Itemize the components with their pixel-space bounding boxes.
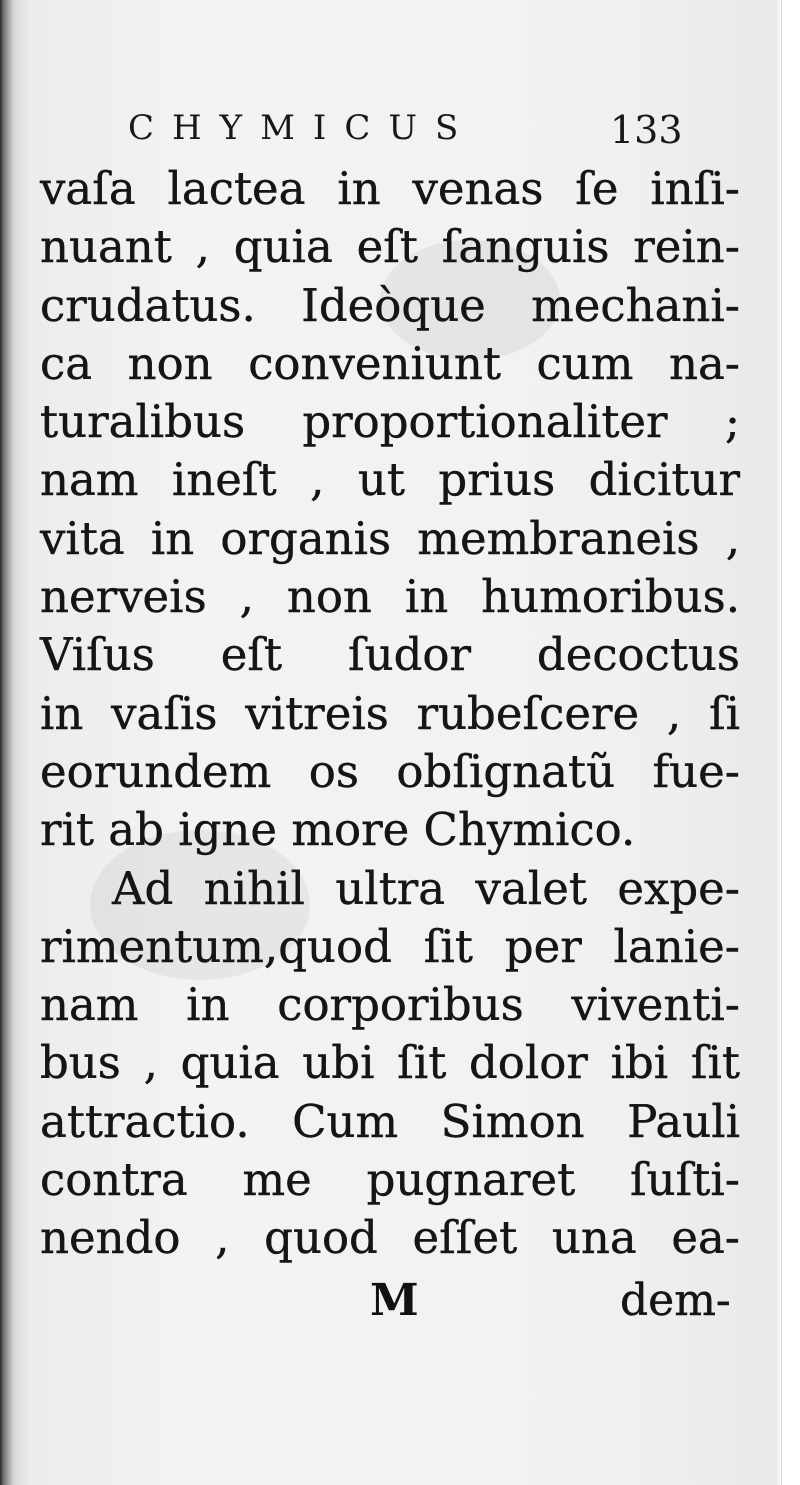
page-number: 133: [610, 108, 683, 152]
text-line: crudatus. Ideòque mechani-: [40, 278, 740, 332]
signature-mark: M: [370, 1275, 419, 1326]
text-line: attractio. Cum Simon Pauli: [40, 1094, 740, 1148]
text-line: rit ab igne more Chymico.: [40, 803, 636, 857]
body-text: [40, 160, 740, 1268]
text-line: vaſa lactea in venas ſe inſi-: [40, 162, 740, 215]
text-line: Ad nihil ultra valet expe-: [112, 861, 740, 915]
text-line: eorundem os obſignatũ fue-: [40, 744, 740, 798]
binding-shadow: [0, 0, 14, 1485]
text-line: in vaſis vitreis rubeſcere , ſi: [40, 686, 740, 740]
text-line: bus , quia ubi ſit dolor ibi ſit: [40, 1036, 740, 1090]
text-line: contra me pugnaret ſuſti-: [40, 1153, 740, 1207]
text-line: nerveis , non in humoribus.: [40, 570, 740, 624]
text-line: ca non conveniunt cum na-: [40, 336, 740, 390]
page-edge: [781, 0, 800, 1485]
text-line: nendo , quod eſſet una ea-: [40, 1211, 740, 1265]
running-head: [110, 108, 710, 160]
text-line: nam ineſt , ut prius dicitur: [40, 453, 740, 507]
text-line: nam in corporibus viventi-: [40, 978, 740, 1032]
text-line: turalibus proportionaliter ;: [40, 395, 740, 449]
running-title: CHYMICUS: [128, 108, 477, 148]
text-line: rimentum,quod ſit per lanie-: [40, 919, 740, 973]
text-line: Viſus eſt ſudor decoctus: [40, 628, 740, 682]
catchword: dem-: [620, 1275, 731, 1326]
text-line: vita in organis membraneis ,: [40, 511, 740, 565]
page-footer: [40, 1275, 740, 1335]
text-line: nuant , quia eſt ſanguis rein-: [40, 220, 740, 274]
